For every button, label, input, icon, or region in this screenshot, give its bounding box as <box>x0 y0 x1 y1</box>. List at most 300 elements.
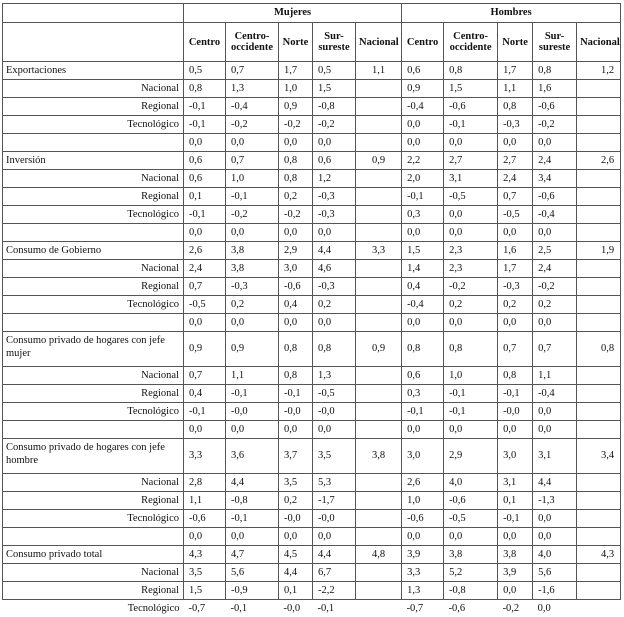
table-row <box>3 421 621 439</box>
value-cell: -1,6 <box>533 582 577 600</box>
value-cell <box>577 98 621 116</box>
value-cell: -0,2 <box>313 116 356 134</box>
value-cell: 0,0 <box>184 314 226 332</box>
value-cell: -0,1 <box>184 116 226 134</box>
table-row <box>3 474 621 492</box>
value-cell: 0,5 <box>184 62 226 80</box>
value-cell: 4,4 <box>279 564 313 582</box>
value-cell: 0,8 <box>533 62 577 80</box>
value-cell <box>577 421 621 439</box>
value-cell: -0,6 <box>444 600 498 617</box>
value-cell: 1,0 <box>402 492 444 510</box>
value-cell: 3,8 <box>444 546 498 564</box>
nacional-total-cell: 1,2 <box>577 62 621 80</box>
value-cell: 0,0 <box>444 314 498 332</box>
value-cell: 0,0 <box>226 528 279 546</box>
value-cell <box>577 582 621 600</box>
value-cell: 0,4 <box>279 296 313 314</box>
value-cell: 2,0 <box>402 170 444 188</box>
value-cell: 0,0 <box>533 528 577 546</box>
value-cell: 4,0 <box>444 474 498 492</box>
value-cell: 0,8 <box>184 80 226 98</box>
value-cell: -0,3 <box>313 206 356 224</box>
value-cell: 0,0 <box>498 528 533 546</box>
value-cell: -0,7 <box>402 600 444 617</box>
value-cell: 4,4 <box>533 474 577 492</box>
value-cell: 3,0 <box>279 260 313 278</box>
value-cell: -0,1 <box>184 98 226 116</box>
value-cell <box>356 385 402 403</box>
value-cell: 0,2 <box>533 296 577 314</box>
value-cell <box>356 564 402 582</box>
value-cell: 3,8 <box>226 242 279 260</box>
value-cell: -0,6 <box>444 98 498 116</box>
table-row <box>3 206 621 224</box>
table-row <box>3 260 621 278</box>
value-cell: 3,4 <box>533 170 577 188</box>
table-row <box>3 528 621 546</box>
value-cell: 2,7 <box>444 152 498 170</box>
group-mujeres: Mujeres <box>184 4 402 23</box>
value-cell: -0,1 <box>444 385 498 403</box>
value-cell: 1,6 <box>533 80 577 98</box>
row-label: Tecnológico <box>3 510 184 528</box>
value-cell: -0,1 <box>184 206 226 224</box>
value-cell: 0,0 <box>498 421 533 439</box>
value-cell <box>356 260 402 278</box>
value-cell: -0,2 <box>533 278 577 296</box>
value-cell: 0,8 <box>279 152 313 170</box>
value-cell: -0,4 <box>402 98 444 116</box>
value-cell: 0,5 <box>313 62 356 80</box>
value-cell: -0,0 <box>279 510 313 528</box>
value-cell: 0,0 <box>184 224 226 242</box>
value-cell: 4,3 <box>184 546 226 564</box>
value-cell: -0,4 <box>402 296 444 314</box>
value-cell: -0,1 <box>226 385 279 403</box>
col-header-sur-sureste: Sur-sureste <box>313 23 356 62</box>
row-label <box>3 421 184 439</box>
value-cell: 3,1 <box>498 474 533 492</box>
value-cell: 2,3 <box>444 242 498 260</box>
value-cell: 0,2 <box>226 296 279 314</box>
nacional-total-cell: 1,9 <box>577 242 621 260</box>
value-cell: -0,3 <box>498 116 533 134</box>
value-cell: -0,5 <box>184 296 226 314</box>
value-cell: 0,0 <box>184 134 226 152</box>
value-cell <box>577 80 621 98</box>
value-cell: -0,5 <box>444 510 498 528</box>
value-cell: 0,6 <box>402 62 444 80</box>
value-cell: 0,9 <box>226 332 279 367</box>
group-hombres: Hombres <box>402 4 621 23</box>
corner-cell <box>3 4 184 23</box>
value-cell: -1,7 <box>313 492 356 510</box>
value-cell: 5,2 <box>444 564 498 582</box>
value-cell: 0,8 <box>498 367 533 385</box>
value-cell: -0,7 <box>184 600 226 617</box>
section-title: Consumo privado de hogares con jefe hombre <box>3 439 184 474</box>
data-table <box>2 3 621 617</box>
table-row <box>3 98 621 116</box>
value-cell: 0,0 <box>498 134 533 152</box>
value-cell: 3,0 <box>498 439 533 474</box>
value-cell: 2,2 <box>402 152 444 170</box>
table-row <box>3 188 621 206</box>
value-cell: 0,7 <box>533 332 577 367</box>
value-cell <box>356 98 402 116</box>
value-cell: 3,8 <box>498 546 533 564</box>
table-row <box>3 80 621 98</box>
value-cell <box>356 528 402 546</box>
value-cell: 0,0 <box>533 314 577 332</box>
value-cell <box>356 582 402 600</box>
value-cell: -0,0 <box>226 403 279 421</box>
value-cell: -0,1 <box>226 600 279 617</box>
value-cell: 1,7 <box>279 62 313 80</box>
value-cell: 0,0 <box>184 421 226 439</box>
value-cell: 3,1 <box>444 170 498 188</box>
value-cell: 1,4 <box>402 260 444 278</box>
value-cell <box>356 403 402 421</box>
value-cell: -0,8 <box>313 98 356 116</box>
col-header-centro: Centro <box>184 23 226 62</box>
row-label: Nacional <box>3 367 184 385</box>
value-cell: 1,5 <box>184 582 226 600</box>
value-cell: 2,6 <box>402 474 444 492</box>
value-cell: 2,4 <box>533 260 577 278</box>
value-cell: 0,0 <box>226 314 279 332</box>
value-cell: 2,4 <box>184 260 226 278</box>
value-cell: -0,2 <box>279 206 313 224</box>
value-cell: 0,0 <box>279 224 313 242</box>
col-header-centro-occidente: Centro-occidente <box>226 23 279 62</box>
value-cell: 0,0 <box>279 314 313 332</box>
col-header-nacional: Nacional <box>356 23 402 62</box>
value-cell: -0,3 <box>226 278 279 296</box>
table-row <box>3 134 621 152</box>
table-row <box>3 403 621 421</box>
value-cell <box>356 314 402 332</box>
value-cell: 0,2 <box>498 296 533 314</box>
col-header-centro: Centro <box>402 23 444 62</box>
value-cell: -0,0 <box>498 403 533 421</box>
value-cell: 0,0 <box>313 224 356 242</box>
value-cell: 5,6 <box>226 564 279 582</box>
value-cell <box>577 528 621 546</box>
value-cell: 0,0 <box>402 528 444 546</box>
nacional-total-cell: 2,6 <box>577 152 621 170</box>
value-cell: 1,0 <box>279 80 313 98</box>
value-cell: -0,2 <box>533 116 577 134</box>
value-cell: 0,9 <box>279 98 313 116</box>
value-cell <box>577 367 621 385</box>
value-cell: 3,5 <box>279 474 313 492</box>
row-label: Regional <box>3 385 184 403</box>
value-cell <box>577 134 621 152</box>
row-label: Nacional <box>3 170 184 188</box>
value-cell: -0,1 <box>498 510 533 528</box>
value-cell <box>577 492 621 510</box>
value-cell: 0,6 <box>184 170 226 188</box>
value-cell: 0,8 <box>498 98 533 116</box>
row-label: Tecnológico <box>3 600 184 617</box>
value-cell <box>577 206 621 224</box>
table-row <box>3 510 621 528</box>
value-cell: 0,8 <box>444 62 498 80</box>
value-cell: 3,7 <box>279 439 313 474</box>
value-cell: 0,7 <box>226 152 279 170</box>
nacional-total-cell: 0,9 <box>356 332 402 367</box>
value-cell: -0,6 <box>533 98 577 116</box>
value-cell: 0,2 <box>279 188 313 206</box>
value-cell: 1,5 <box>444 80 498 98</box>
value-cell: 0,0 <box>226 224 279 242</box>
row-label <box>3 314 184 332</box>
value-cell <box>356 170 402 188</box>
nacional-total-cell: 3,4 <box>577 439 621 474</box>
value-cell: 0,0 <box>533 600 577 617</box>
value-cell: 0,8 <box>279 332 313 367</box>
value-cell <box>356 206 402 224</box>
value-cell: 0,9 <box>402 80 444 98</box>
value-cell: 1,7 <box>498 260 533 278</box>
value-cell: 0,1 <box>184 188 226 206</box>
row-label: Nacional <box>3 564 184 582</box>
value-cell <box>577 116 621 134</box>
column-header-row <box>3 23 621 62</box>
value-cell: -0,1 <box>226 188 279 206</box>
row-label <box>3 134 184 152</box>
value-cell: -0,0 <box>313 510 356 528</box>
group-header-row <box>3 4 621 23</box>
value-cell: 0,0 <box>279 528 313 546</box>
value-cell: -0,1 <box>226 510 279 528</box>
row-label: Tecnológico <box>3 116 184 134</box>
value-cell: 0,0 <box>226 134 279 152</box>
value-cell: 0,7 <box>184 278 226 296</box>
value-cell <box>356 188 402 206</box>
value-cell: -0,1 <box>444 116 498 134</box>
value-cell <box>577 385 621 403</box>
value-cell: -0,2 <box>498 600 533 617</box>
col-header-norte: Norte <box>279 23 313 62</box>
table-row <box>3 385 621 403</box>
row-label: Regional <box>3 492 184 510</box>
table-row <box>3 492 621 510</box>
table-row <box>3 582 621 600</box>
value-cell: 0,7 <box>184 367 226 385</box>
row-label: Nacional <box>3 80 184 98</box>
value-cell: 0,0 <box>533 134 577 152</box>
value-cell: -0,1 <box>444 403 498 421</box>
row-label: Regional <box>3 98 184 116</box>
value-cell: 3,6 <box>226 439 279 474</box>
value-cell <box>356 296 402 314</box>
value-cell: 1,1 <box>184 492 226 510</box>
value-cell <box>577 510 621 528</box>
value-cell: 5,3 <box>313 474 356 492</box>
value-cell: 2,5 <box>533 242 577 260</box>
value-cell: 0,0 <box>313 421 356 439</box>
value-cell: 0,1 <box>279 582 313 600</box>
col-header-sur-sureste: Sur-sureste <box>533 23 577 62</box>
value-cell <box>577 403 621 421</box>
value-cell: 0,3 <box>402 385 444 403</box>
value-cell: 0,0 <box>498 314 533 332</box>
value-cell <box>577 260 621 278</box>
value-cell: 4,5 <box>279 546 313 564</box>
section-row <box>3 242 621 260</box>
value-cell: 1,0 <box>444 367 498 385</box>
value-cell: 0,0 <box>444 134 498 152</box>
value-cell: 0,0 <box>498 224 533 242</box>
value-cell <box>356 474 402 492</box>
value-cell: 0,7 <box>498 332 533 367</box>
nacional-total-cell: 4,3 <box>577 546 621 564</box>
row-label <box>3 528 184 546</box>
value-cell: -0,3 <box>313 188 356 206</box>
value-cell: -0,4 <box>533 385 577 403</box>
value-cell: 2,9 <box>279 242 313 260</box>
section-title: Inversión <box>3 152 184 170</box>
value-cell <box>577 564 621 582</box>
value-cell: 0,0 <box>402 134 444 152</box>
value-cell <box>577 600 621 617</box>
row-label: Regional <box>3 188 184 206</box>
value-cell: -1,3 <box>533 492 577 510</box>
table-row <box>3 314 621 332</box>
value-cell <box>577 170 621 188</box>
nacional-total-cell: 1,1 <box>356 62 402 80</box>
nacional-total-cell: 3,3 <box>356 242 402 260</box>
value-cell: 0,0 <box>313 528 356 546</box>
value-cell <box>356 116 402 134</box>
value-cell: -0,1 <box>402 403 444 421</box>
value-cell: 6,7 <box>313 564 356 582</box>
value-cell: 0,0 <box>226 421 279 439</box>
value-cell: -0,5 <box>498 206 533 224</box>
value-cell: 0,6 <box>313 152 356 170</box>
table-row <box>3 564 621 582</box>
value-cell: 0,0 <box>402 224 444 242</box>
value-cell: 0,8 <box>279 367 313 385</box>
value-cell <box>356 278 402 296</box>
row-label: Nacional <box>3 260 184 278</box>
value-cell: 0,0 <box>444 421 498 439</box>
value-cell: -0,8 <box>444 582 498 600</box>
table-row <box>3 296 621 314</box>
value-cell: -2,2 <box>313 582 356 600</box>
value-cell: 1,3 <box>313 367 356 385</box>
value-cell: 1,0 <box>226 170 279 188</box>
value-cell: 0,6 <box>402 367 444 385</box>
col-header-centro-occidente: Centro-occidente <box>444 23 498 62</box>
table-row <box>3 367 621 385</box>
value-cell: 2,4 <box>533 152 577 170</box>
value-cell: 2,9 <box>444 439 498 474</box>
value-cell: 0,0 <box>402 421 444 439</box>
value-cell: 0,0 <box>279 421 313 439</box>
value-cell: 0,0 <box>533 224 577 242</box>
value-cell: 1,1 <box>498 80 533 98</box>
value-cell: 0,8 <box>279 170 313 188</box>
section-row <box>3 439 621 474</box>
row-label: Tecnológico <box>3 403 184 421</box>
value-cell: 0,0 <box>279 134 313 152</box>
value-cell <box>577 474 621 492</box>
section-title: Exportaciones <box>3 62 184 80</box>
value-cell: 1,2 <box>313 170 356 188</box>
value-cell: 2,7 <box>498 152 533 170</box>
value-cell: 3,9 <box>402 546 444 564</box>
value-cell: 0,7 <box>498 188 533 206</box>
value-cell: -0,6 <box>533 188 577 206</box>
row-label: Tecnológico <box>3 206 184 224</box>
value-cell <box>577 188 621 206</box>
value-cell: -0,4 <box>533 206 577 224</box>
row-label: Regional <box>3 278 184 296</box>
value-cell: 0,0 <box>533 421 577 439</box>
nacional-total-cell: 4,8 <box>356 546 402 564</box>
section-row <box>3 546 621 564</box>
value-cell: 1,6 <box>498 242 533 260</box>
value-cell: 0,0 <box>402 314 444 332</box>
value-cell <box>577 278 621 296</box>
value-cell: 1,3 <box>402 582 444 600</box>
value-cell: 1,5 <box>402 242 444 260</box>
value-cell: 2,3 <box>444 260 498 278</box>
value-cell: -0,3 <box>313 278 356 296</box>
value-cell: 0,7 <box>226 62 279 80</box>
value-cell: 0,1 <box>498 492 533 510</box>
value-cell: 3,0 <box>402 439 444 474</box>
value-cell: -0,2 <box>279 116 313 134</box>
value-cell: 3,5 <box>184 564 226 582</box>
nacional-total-cell: 0,9 <box>356 152 402 170</box>
value-cell: 4,6 <box>313 260 356 278</box>
value-cell: 0,8 <box>313 332 356 367</box>
row-label: Nacional <box>3 474 184 492</box>
value-cell: -0,6 <box>402 510 444 528</box>
nacional-total-cell: 0,8 <box>577 332 621 367</box>
value-cell: -0,1 <box>498 385 533 403</box>
value-cell: 0,0 <box>533 403 577 421</box>
value-cell: 0,3 <box>402 206 444 224</box>
value-cell: 0,2 <box>279 492 313 510</box>
value-cell: 3,3 <box>184 439 226 474</box>
value-cell: 0,0 <box>498 582 533 600</box>
value-cell: 1,5 <box>313 80 356 98</box>
section-row <box>3 332 621 367</box>
value-cell: 0,4 <box>402 278 444 296</box>
value-cell: -0,3 <box>498 278 533 296</box>
section-title: Consumo privado total <box>3 546 184 564</box>
value-cell: 0,2 <box>444 296 498 314</box>
value-cell: 3,8 <box>226 260 279 278</box>
value-cell: -0,9 <box>226 582 279 600</box>
value-cell: 1,1 <box>226 367 279 385</box>
value-cell: -0,1 <box>184 403 226 421</box>
row-label <box>3 224 184 242</box>
value-cell: 4,4 <box>226 474 279 492</box>
value-cell: -0,1 <box>313 600 356 617</box>
table-row <box>3 170 621 188</box>
nacional-total-cell: 3,8 <box>356 439 402 474</box>
value-cell: -0,0 <box>279 600 313 617</box>
value-cell: 4,4 <box>313 242 356 260</box>
value-cell: 0,0 <box>184 528 226 546</box>
